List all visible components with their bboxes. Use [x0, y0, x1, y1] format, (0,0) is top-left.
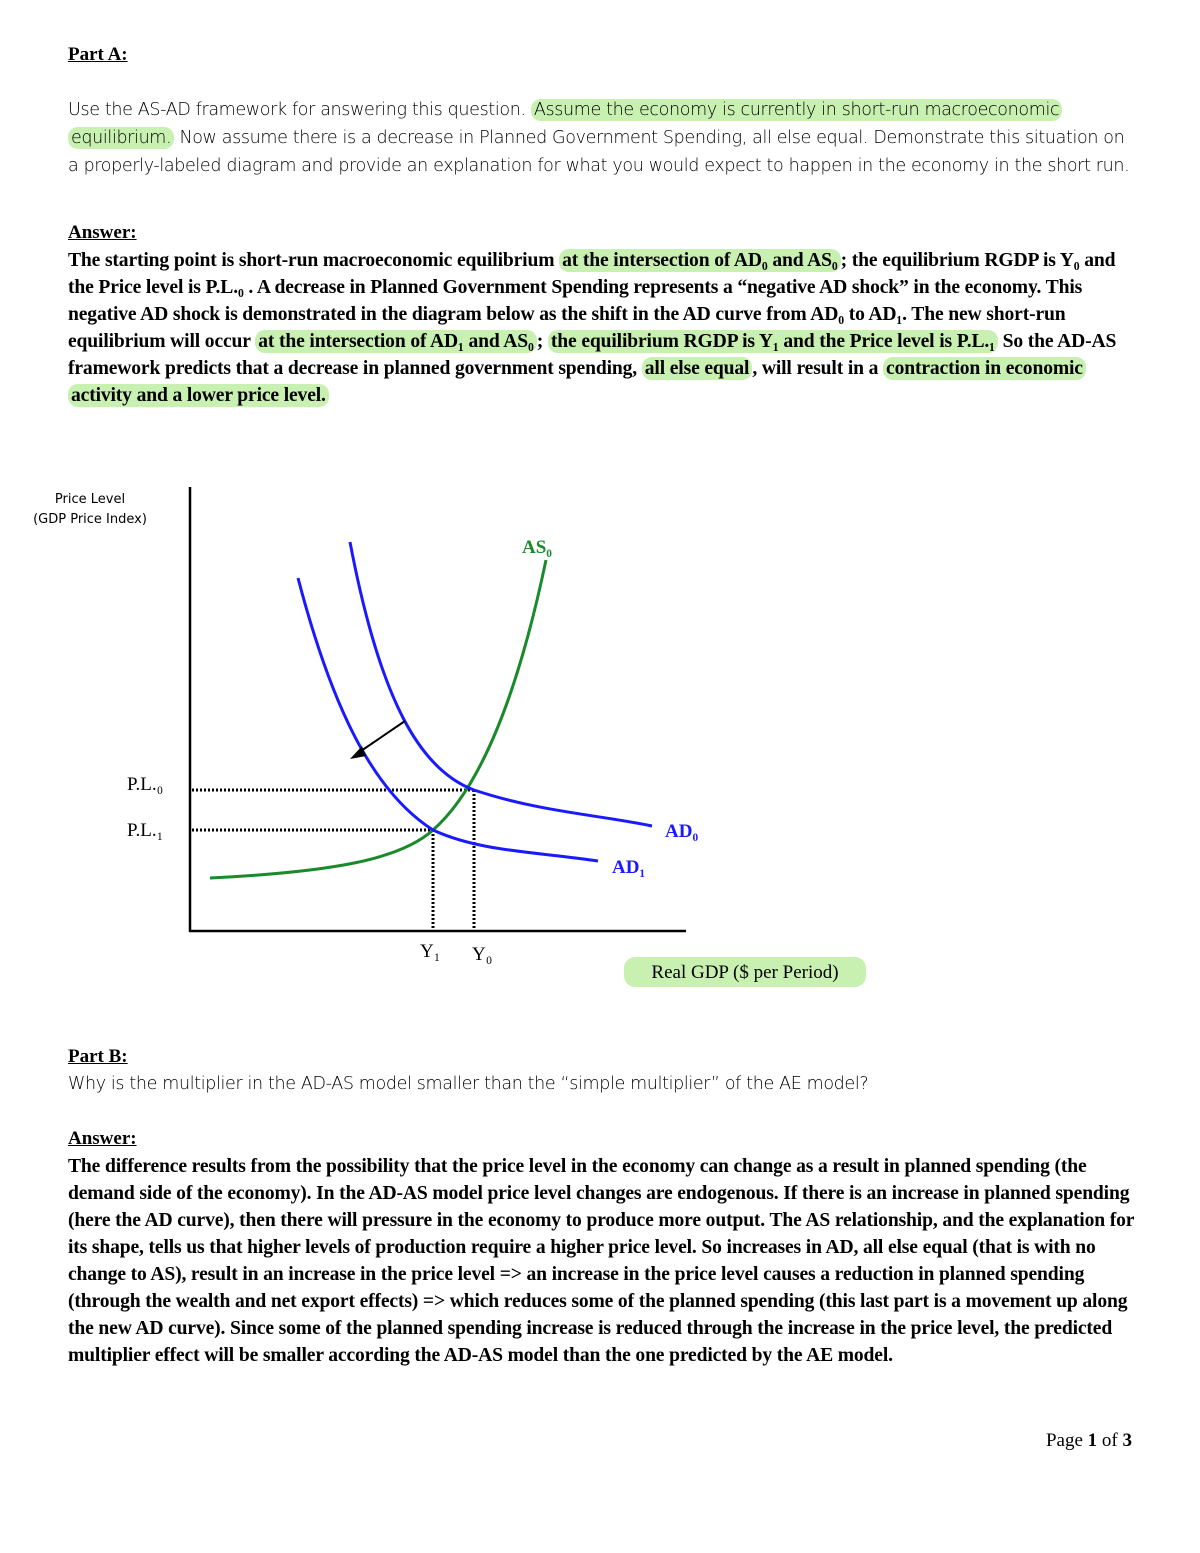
y0-label: Y₀: [472, 944, 493, 965]
y1-label: Y₁: [420, 941, 441, 962]
part-b-question-text: Why is the multiplier in the AD-AS model smaller than the “simple multiplier” of the AE model?: [68, 1074, 869, 1094]
pl1-label: P.L.₁: [127, 820, 164, 841]
part-a-heading: Part A:: [68, 44, 128, 65]
part-b-answer: [68, 1153, 1138, 1369]
text-run: ;: [536, 331, 548, 352]
page-current: 1: [1087, 1430, 1098, 1451]
part-b-heading: Part B:: [68, 1046, 128, 1067]
page-of: of: [1097, 1430, 1123, 1451]
part-b-question: [68, 1070, 1138, 1098]
highlighted-text: Assume the economy is currently in short-run macroeconomic equilibrium.: [68, 99, 1062, 149]
part-a-answer-heading: Answer:: [68, 222, 137, 243]
text-run: So the AD-AS framework predicts that a decrease in planned government spending,: [68, 331, 1117, 379]
part-a-question-text: [68, 96, 1138, 180]
part-a-answer: [68, 247, 1138, 409]
highlighted-text: at the intersection of AD₁ and AS₀: [255, 330, 537, 353]
page-prefix: Page: [1045, 1430, 1088, 1451]
page-number: [1046, 1430, 1132, 1452]
part-b-answer-heading: Answer:: [68, 1128, 137, 1149]
text-run: Use the AS-AD framework for answering this question.: [68, 100, 531, 120]
part-a-section: [68, 44, 1138, 66]
text-run: ; the equilibrium RGDP is Y₀ and the Price level is P.L.₀ . A decrease in Planned Government Spending represents a “negative AD shock” in the economy. This negative AD shock is demonstrated in the diagram below as the shift in the AD curve from AD₀ to AD₁. The new short-run equilibrium will occur: [68, 250, 1116, 352]
y-axis-subtitle: (GDP Price Index): [33, 512, 147, 527]
shift-arrow-head: [350, 746, 366, 759]
pl0-label: P.L.₀: [127, 774, 164, 795]
part-a-answer-text: [68, 247, 1138, 409]
page-total: 3: [1122, 1430, 1132, 1451]
ad1-label: AD₁: [612, 857, 646, 878]
text-run: The starting point is short-run macroeconomic equilibrium: [68, 250, 560, 271]
shift-arrow: [358, 721, 405, 753]
text-run: , will result in a: [752, 358, 884, 379]
as-ad-diagram: [0, 470, 1200, 990]
part-b-section: [68, 1046, 1138, 1068]
part-b-answer-heading-wrap: [68, 1128, 1138, 1150]
text-run: Now assume there is a decrease in Planned Government Spending, all else equal. Demonstrate this situation on a properly-labeled diagram and provide an explanation for what you would expect to happen in the economy in the short run.: [68, 128, 1130, 176]
ad1-curve: [298, 578, 598, 861]
highlighted-text: all else equal: [642, 357, 753, 380]
part-a-question: [68, 96, 1138, 180]
y-axis-title: Price Level: [54, 492, 126, 507]
highlighted-text: at the intersection of AD₀ and AS₀: [559, 249, 841, 272]
x-axis-title: Real GDP ($ per Period): [651, 962, 839, 983]
ad0-curve: [350, 542, 652, 826]
ad0-label: AD₀: [665, 821, 699, 842]
highlighted-text: contraction in economic activity and a lower price level.: [68, 357, 1086, 407]
as0-label: AS₀: [522, 537, 552, 558]
part-a-answer-heading-wrap: [68, 222, 1138, 244]
part-b-answer-text: The difference results from the possibility that the price level in the economy can change as a result in planned spending (the demand side of the economy). In the AD-AS model price level changes are endogenous. If there is an increase in planned spending (here the AD curve), then there will pressure in the economy to produce more output. The AS relationship, and the explanation for its shape, tells us that higher levels of production require a higher price level. So increases in AD, all else equal (that is with no change to AS), result in an increase in the price level => an increase in the price level causes a reduction in planned spending (through the wealth and net export effects) => which reduces some of the planned spending (this last part is a movement up along the new AD curve). Since some of the planned spending increase is reduced through the increase in the price level, the predicted multiplier effect will be smaller according the AD-AS model than the one predicted by the AE model.: [68, 1156, 1134, 1366]
highlighted-text: the equilibrium RGDP is Y₁ and the Price level is P.L.₁: [548, 330, 998, 353]
